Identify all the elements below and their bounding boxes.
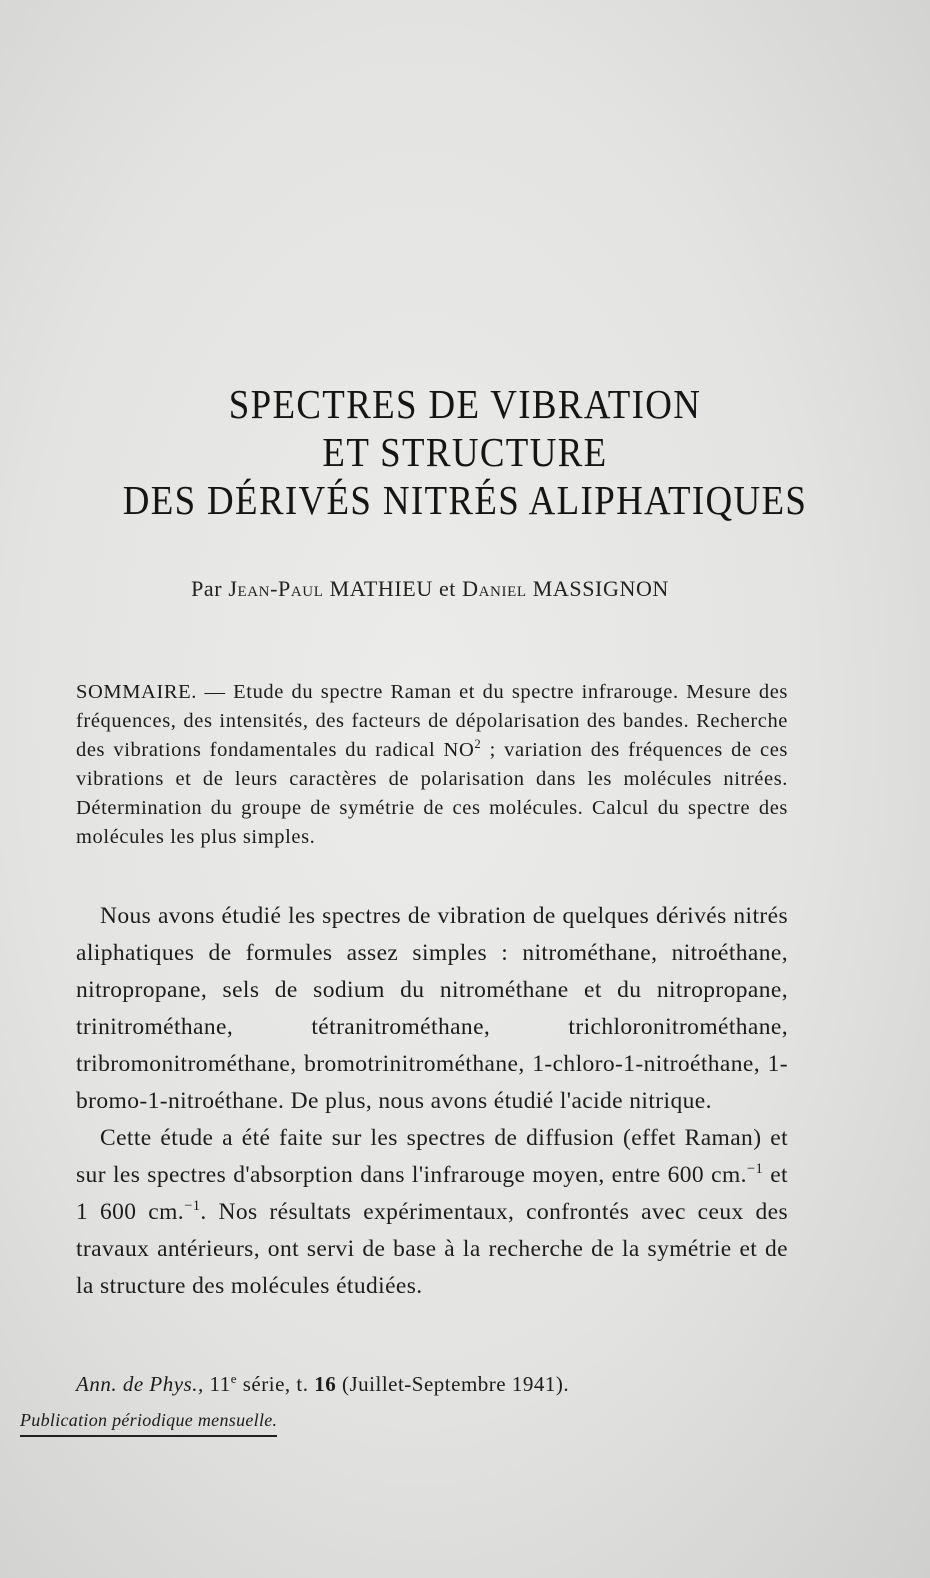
- series-text: série, t.: [237, 1372, 309, 1396]
- paragraph-2: [76, 1120, 788, 1305]
- superscript-1: −1: [746, 1161, 764, 1178]
- title-line-1: SPECTRES DE VIBRATION: [228, 381, 702, 427]
- author-prefix: Par: [191, 576, 223, 601]
- paragraph-2-text-b: et 1 600 cm.: [76, 1162, 788, 1225]
- title-line-2: ET STRUCTURE: [322, 429, 608, 475]
- abstract-text-a: SOMMAIRE. — Etude du spectre Raman et du spectre infrarouge. Mesure des fréquences, des intensités, des facteurs de dépolarisation des bandes. Recherche des vibrations fondamentales du radical NO: [76, 681, 788, 761]
- abstract: [76, 678, 788, 852]
- body-text: [76, 898, 788, 1305]
- author-line: [0, 576, 860, 602]
- series-number: 11: [209, 1372, 231, 1396]
- paragraph-2-text-c: . Nos résultats expérimentaux, confrontés avec ceux des travaux antérieurs, ont servi de base à la recherche de la symétrie et de la structure des molécules étudiées.: [76, 1199, 789, 1299]
- paragraph-1: Nous avons étudié les spectres de vibration de quelques dérivés nitrés aliphatiques de formules assez simples : nitrométhane, nitroéthane, nitropropane, sels de sodium du nitrométhane et du nitropropane, trinitrométhane, tétranitrométhane, trichloronitrométhane, tribromonitrométhane, bromotrinitrométhane, 1-chloro-1-nitroéthane, 1-bromo-1-nitroéthane. De plus, nous avons étudié l'acide nitrique.: [76, 903, 788, 1114]
- journal-citation: [76, 1372, 569, 1397]
- volume-number: 16: [314, 1372, 337, 1396]
- author-2-last-name: MASSIGNON: [532, 576, 669, 601]
- journal-name: Ann. de Phys.,: [76, 1372, 204, 1396]
- author-1-last-name: MATHIEU: [329, 576, 433, 601]
- series-superscript: e: [230, 1371, 237, 1386]
- abstract-text-b: ; variation des fréquences de ces vibrations et de leurs caractères de polarisation dans les molécules nitrées. Détermination du groupe de symétrie de ces molécules. Calcul du spectre des molécules les plus simples.: [76, 739, 788, 848]
- publication-note: Publication périodique mensuelle.: [20, 1410, 277, 1437]
- superscript-2: −1: [184, 1198, 201, 1215]
- title-line-3: DES DÉRIVÉS NITRÉS ALIPHATIQUES: [122, 477, 808, 523]
- author-2-first-name: Daniel: [462, 576, 527, 601]
- author-conjunction: et: [438, 576, 457, 601]
- author-1-first-name: Jean-Paul: [228, 576, 324, 601]
- paragraph-2-text-a: Cette étude a été faite sur les spectres de diffusion (effet Raman) et sur les spectres d'absorption dans l'infrarouge moyen, entre 600 cm.: [76, 1125, 788, 1188]
- abstract-superscript: 2: [474, 737, 482, 752]
- citation-date: (Juillet-Septembre 1941).: [341, 1372, 570, 1396]
- article-title: [0, 380, 930, 524]
